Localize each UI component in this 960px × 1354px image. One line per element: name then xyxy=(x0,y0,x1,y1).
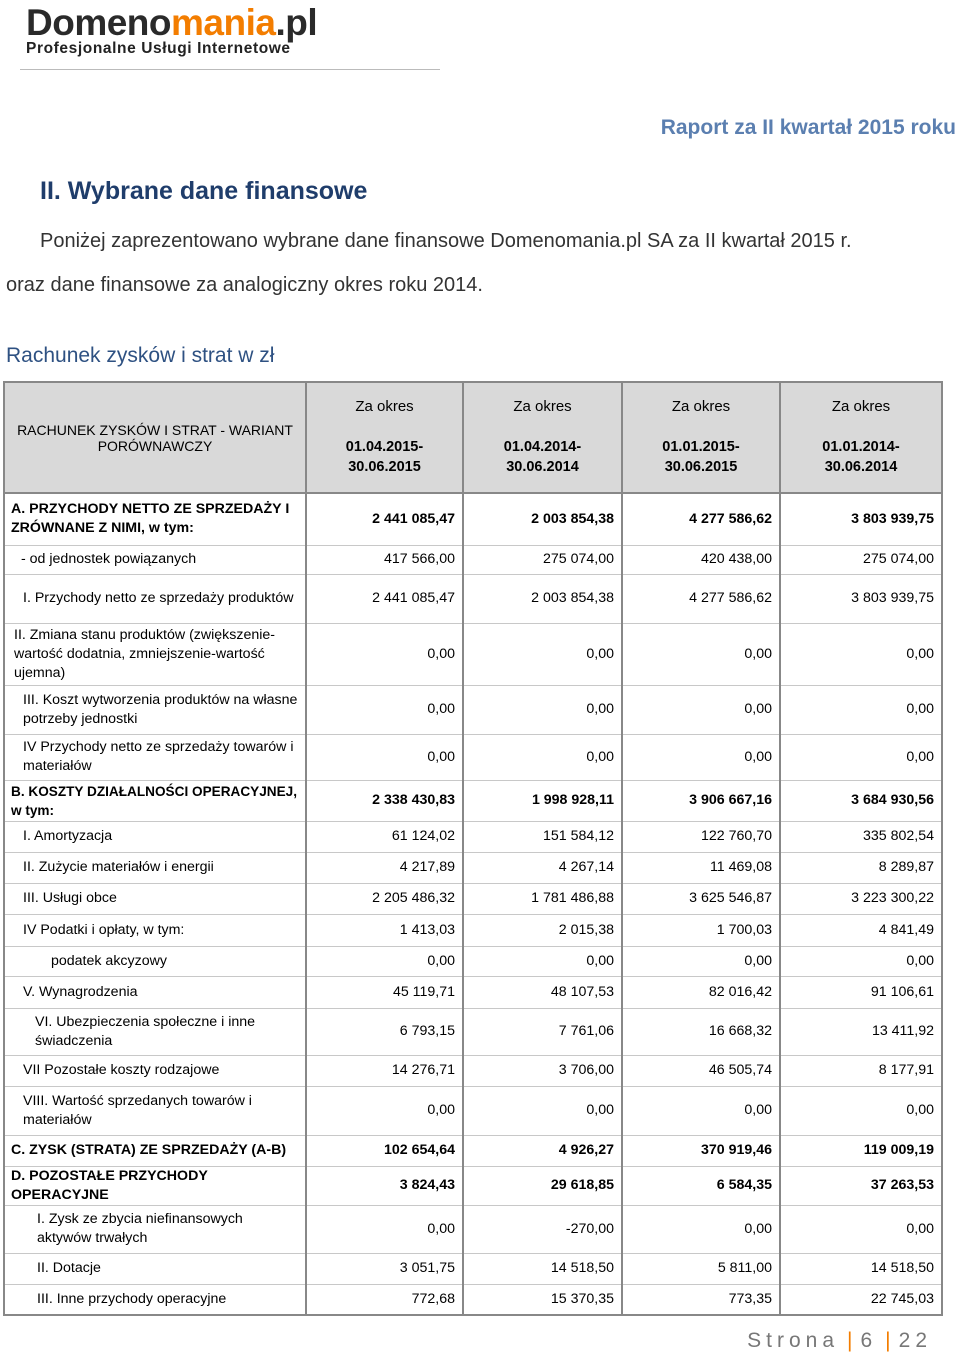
table-row xyxy=(4,914,942,946)
table-header-row xyxy=(4,382,942,493)
row-label: I. Przychody netto ze sprzedaży produktów xyxy=(4,574,306,623)
period-header-3 xyxy=(780,382,942,493)
table-row xyxy=(4,1135,942,1166)
row-value: 2 205 486,32 xyxy=(306,883,463,914)
row-label: VII Pozostałe koszty rodzajowe xyxy=(4,1055,306,1086)
row-value: 2 003 854,38 xyxy=(463,493,622,545)
table-row xyxy=(4,1008,942,1055)
row-value: 1 998 928,11 xyxy=(463,780,622,821)
period-to: 30.06.2014 xyxy=(824,459,898,475)
row-value: 15 370,35 xyxy=(463,1284,622,1315)
row-value: 1 413,03 xyxy=(306,914,463,946)
row-value: 102 654,64 xyxy=(306,1135,463,1166)
table-row xyxy=(4,493,942,545)
row-value: 0,00 xyxy=(463,685,622,734)
period-za-okres: Za okres xyxy=(513,398,572,415)
row-value: 5 811,00 xyxy=(622,1253,780,1284)
period-to: 30.06.2015 xyxy=(348,459,421,475)
row-value: 1 700,03 xyxy=(622,914,780,946)
footer-separator: | xyxy=(885,1329,891,1352)
row-value: 14 518,50 xyxy=(780,1253,942,1284)
row-value: 0,00 xyxy=(306,623,463,685)
row-value: 45 119,71 xyxy=(306,976,463,1008)
header-label-cell: RACHUNEK ZYSKÓW I STRAT - WARIANT PORÓWNAWCZY xyxy=(4,382,306,493)
row-value: 417 566,00 xyxy=(306,545,463,574)
row-value: 772,68 xyxy=(306,1284,463,1315)
row-value: 4 841,49 xyxy=(780,914,942,946)
logo-tagline: Profesjonalne Usługi Internetowe xyxy=(26,40,291,57)
row-value: 275 074,00 xyxy=(780,545,942,574)
row-value: 0,00 xyxy=(780,946,942,976)
row-value: 122 760,70 xyxy=(622,821,780,852)
row-value: 8 177,91 xyxy=(780,1055,942,1086)
table-row xyxy=(4,883,942,914)
period-to: 30.06.2014 xyxy=(506,459,579,475)
row-value: 0,00 xyxy=(780,734,942,780)
row-value: 0,00 xyxy=(306,1086,463,1135)
row-value: 4 277 586,62 xyxy=(622,493,780,545)
row-label: IV Przychody netto ze sprzedaży towarów i materiałów xyxy=(4,734,306,780)
row-value: 2 338 430,83 xyxy=(306,780,463,821)
period-za-okres: Za okres xyxy=(671,398,731,415)
row-value: 4 267,14 xyxy=(463,852,622,883)
row-value: 3 684 930,56 xyxy=(780,780,942,821)
row-value: 0,00 xyxy=(622,685,780,734)
row-label: C. ZYSK (STRATA) ZE SPRZEDAŻY (A-B) xyxy=(4,1135,306,1166)
row-value: 3 803 939,75 xyxy=(780,574,942,623)
period-za-okres: Za okres xyxy=(831,398,891,415)
table-row xyxy=(4,1086,942,1135)
footer-page-total: 22 xyxy=(898,1329,932,1352)
row-value: 14 276,71 xyxy=(306,1055,463,1086)
row-value: 0,00 xyxy=(780,623,942,685)
row-value: 773,35 xyxy=(622,1284,780,1315)
row-value: 37 263,53 xyxy=(780,1166,942,1205)
row-label: VIII. Wartość sprzedanych towarów i materiałów xyxy=(4,1086,306,1135)
row-value: 8 289,87 xyxy=(780,852,942,883)
row-label: III. Usługi obce xyxy=(4,883,306,914)
row-label: B. KOSZTY DZIAŁALNOŚCI OPERACYJNEJ, w tym: xyxy=(4,780,306,821)
row-label: II. Zmiana stanu produktów (zwiększenie-wartość dodatnia, zmniejszenie-wartość ujemna) xyxy=(4,623,306,685)
row-value: 0,00 xyxy=(306,1205,463,1253)
row-value: 0,00 xyxy=(622,1205,780,1253)
header-divider xyxy=(20,69,440,70)
row-value: 275 074,00 xyxy=(463,545,622,574)
row-value: 1 781 486,88 xyxy=(463,883,622,914)
row-value: 3 051,75 xyxy=(306,1253,463,1284)
row-value: 151 584,12 xyxy=(463,821,622,852)
row-label: I. Amortyzacja xyxy=(4,821,306,852)
row-label: D. POZOSTAŁE PRZYCHODY OPERACYJNE xyxy=(4,1166,306,1205)
footer-strona: Strona xyxy=(747,1329,840,1352)
row-value: 0,00 xyxy=(463,623,622,685)
period-header-1 xyxy=(463,382,622,493)
row-value: 0,00 xyxy=(306,946,463,976)
row-value: 11 469,08 xyxy=(622,852,780,883)
row-value: 119 009,19 xyxy=(780,1135,942,1166)
row-value: 29 618,85 xyxy=(463,1166,622,1205)
row-value: 16 668,32 xyxy=(622,1008,780,1055)
row-value: 6 793,15 xyxy=(306,1008,463,1055)
table-row xyxy=(4,821,942,852)
row-value: 3 803 939,75 xyxy=(780,493,942,545)
row-value: 0,00 xyxy=(306,734,463,780)
table-row xyxy=(4,1055,942,1086)
table-row xyxy=(4,780,942,821)
row-value: 4 217,89 xyxy=(306,852,463,883)
row-value: 48 107,53 xyxy=(463,976,622,1008)
row-value: 3 906 667,16 xyxy=(622,780,780,821)
row-value: 370 919,46 xyxy=(622,1135,780,1166)
period-header-2 xyxy=(622,382,780,493)
row-label: A. PRZYCHODY NETTO ZE SPRZEDAŻY I ZRÓWNANE Z NIMI, w tym: xyxy=(4,493,306,545)
row-label: III. Inne przychody operacyjne xyxy=(4,1284,306,1315)
row-label: III. Koszt wytworzenia produktów na własne potrzeby jednostki xyxy=(4,685,306,734)
table-row xyxy=(4,1205,942,1253)
row-value: 2 441 085,47 xyxy=(306,493,463,545)
row-value: 3 223 300,22 xyxy=(780,883,942,914)
row-value: 2 441 085,47 xyxy=(306,574,463,623)
row-value: 335 802,54 xyxy=(780,821,942,852)
table-row xyxy=(4,574,942,623)
row-value: 4 926,27 xyxy=(463,1135,622,1166)
row-value: 0,00 xyxy=(622,1086,780,1135)
period-from: 01.04.2015- xyxy=(345,439,424,455)
row-label: I. Zysk ze zbycia niefinansowych aktywów trwałych xyxy=(4,1205,306,1253)
row-value: 0,00 xyxy=(622,946,780,976)
row-value: 91 106,61 xyxy=(780,976,942,1008)
intro-line-2: oraz dane finansowe za analogiczny okres roku 2014. xyxy=(6,274,483,296)
period-to: 30.06.2015 xyxy=(664,459,738,475)
row-value: 61 124,02 xyxy=(306,821,463,852)
period-from: 01.01.2014- xyxy=(822,439,900,455)
period-za-okres: Za okres xyxy=(355,398,414,415)
page-footer xyxy=(747,1329,932,1353)
report-title: Raport za II kwartał 2015 roku xyxy=(660,116,956,139)
table-row xyxy=(4,976,942,1008)
row-value: 7 761,06 xyxy=(463,1008,622,1055)
period-from: 01.01.2015- xyxy=(662,439,740,455)
footer-separator: | xyxy=(847,1329,853,1352)
row-value: 420 438,00 xyxy=(622,545,780,574)
row-value: 4 277 586,62 xyxy=(622,574,780,623)
row-value: 2 003 854,38 xyxy=(463,574,622,623)
row-value: 3 824,43 xyxy=(306,1166,463,1205)
row-label: IV Podatki i opłaty, w tym: xyxy=(4,914,306,946)
table-row xyxy=(4,1284,942,1315)
row-value: 46 505,74 xyxy=(622,1055,780,1086)
table-row xyxy=(4,946,942,976)
row-value: 0,00 xyxy=(463,1086,622,1135)
row-value: 3 706,00 xyxy=(463,1055,622,1086)
row-value: 0,00 xyxy=(780,685,942,734)
row-label: II. Dotacje xyxy=(4,1253,306,1284)
row-value: 22 745,03 xyxy=(780,1284,942,1315)
row-value: 14 518,50 xyxy=(463,1253,622,1284)
logo-wordmark: Domenomania.pl xyxy=(26,2,318,43)
row-value: 0,00 xyxy=(463,734,622,780)
table-row xyxy=(4,623,942,685)
intro-line-1: Poniżej zaprezentowano wybrane dane finansowe Domenomania.pl SA za II kwartał 2015 r. xyxy=(40,230,852,252)
row-label: - od jednostek powiązanych xyxy=(4,545,306,574)
row-label: podatek akcyzowy xyxy=(4,946,306,976)
table-row xyxy=(4,545,942,574)
row-value: 0,00 xyxy=(622,623,780,685)
table-row xyxy=(4,852,942,883)
row-label: V. Wynagrodzenia xyxy=(4,976,306,1008)
income-statement-table xyxy=(3,381,943,1316)
section-title: II. Wybrane dane finansowe xyxy=(40,177,368,205)
footer-page-number: 6 xyxy=(860,1329,878,1352)
row-value: 0,00 xyxy=(463,946,622,976)
period-header-0 xyxy=(306,382,463,493)
row-value: 0,00 xyxy=(780,1086,942,1135)
row-value: 13 411,92 xyxy=(780,1008,942,1055)
table-row xyxy=(4,685,942,734)
table-row xyxy=(4,734,942,780)
company-logo xyxy=(26,2,446,58)
row-value: 0,00 xyxy=(306,685,463,734)
row-label: II. Zużycie materiałów i energii xyxy=(4,852,306,883)
period-from: 01.04.2014- xyxy=(503,439,582,455)
row-value: 0,00 xyxy=(780,1205,942,1253)
row-value: 2 015,38 xyxy=(463,914,622,946)
table-row xyxy=(4,1166,942,1205)
table-row xyxy=(4,1253,942,1284)
row-value: 3 625 546,87 xyxy=(622,883,780,914)
row-label: VI. Ubezpieczenia społeczne i inne świadczenia xyxy=(4,1008,306,1055)
row-value: 82 016,42 xyxy=(622,976,780,1008)
row-value: 6 584,35 xyxy=(622,1166,780,1205)
table-title: Rachunek zysków i strat w zł xyxy=(6,344,275,367)
row-value: 0,00 xyxy=(622,734,780,780)
row-value: -270,00 xyxy=(463,1205,622,1253)
